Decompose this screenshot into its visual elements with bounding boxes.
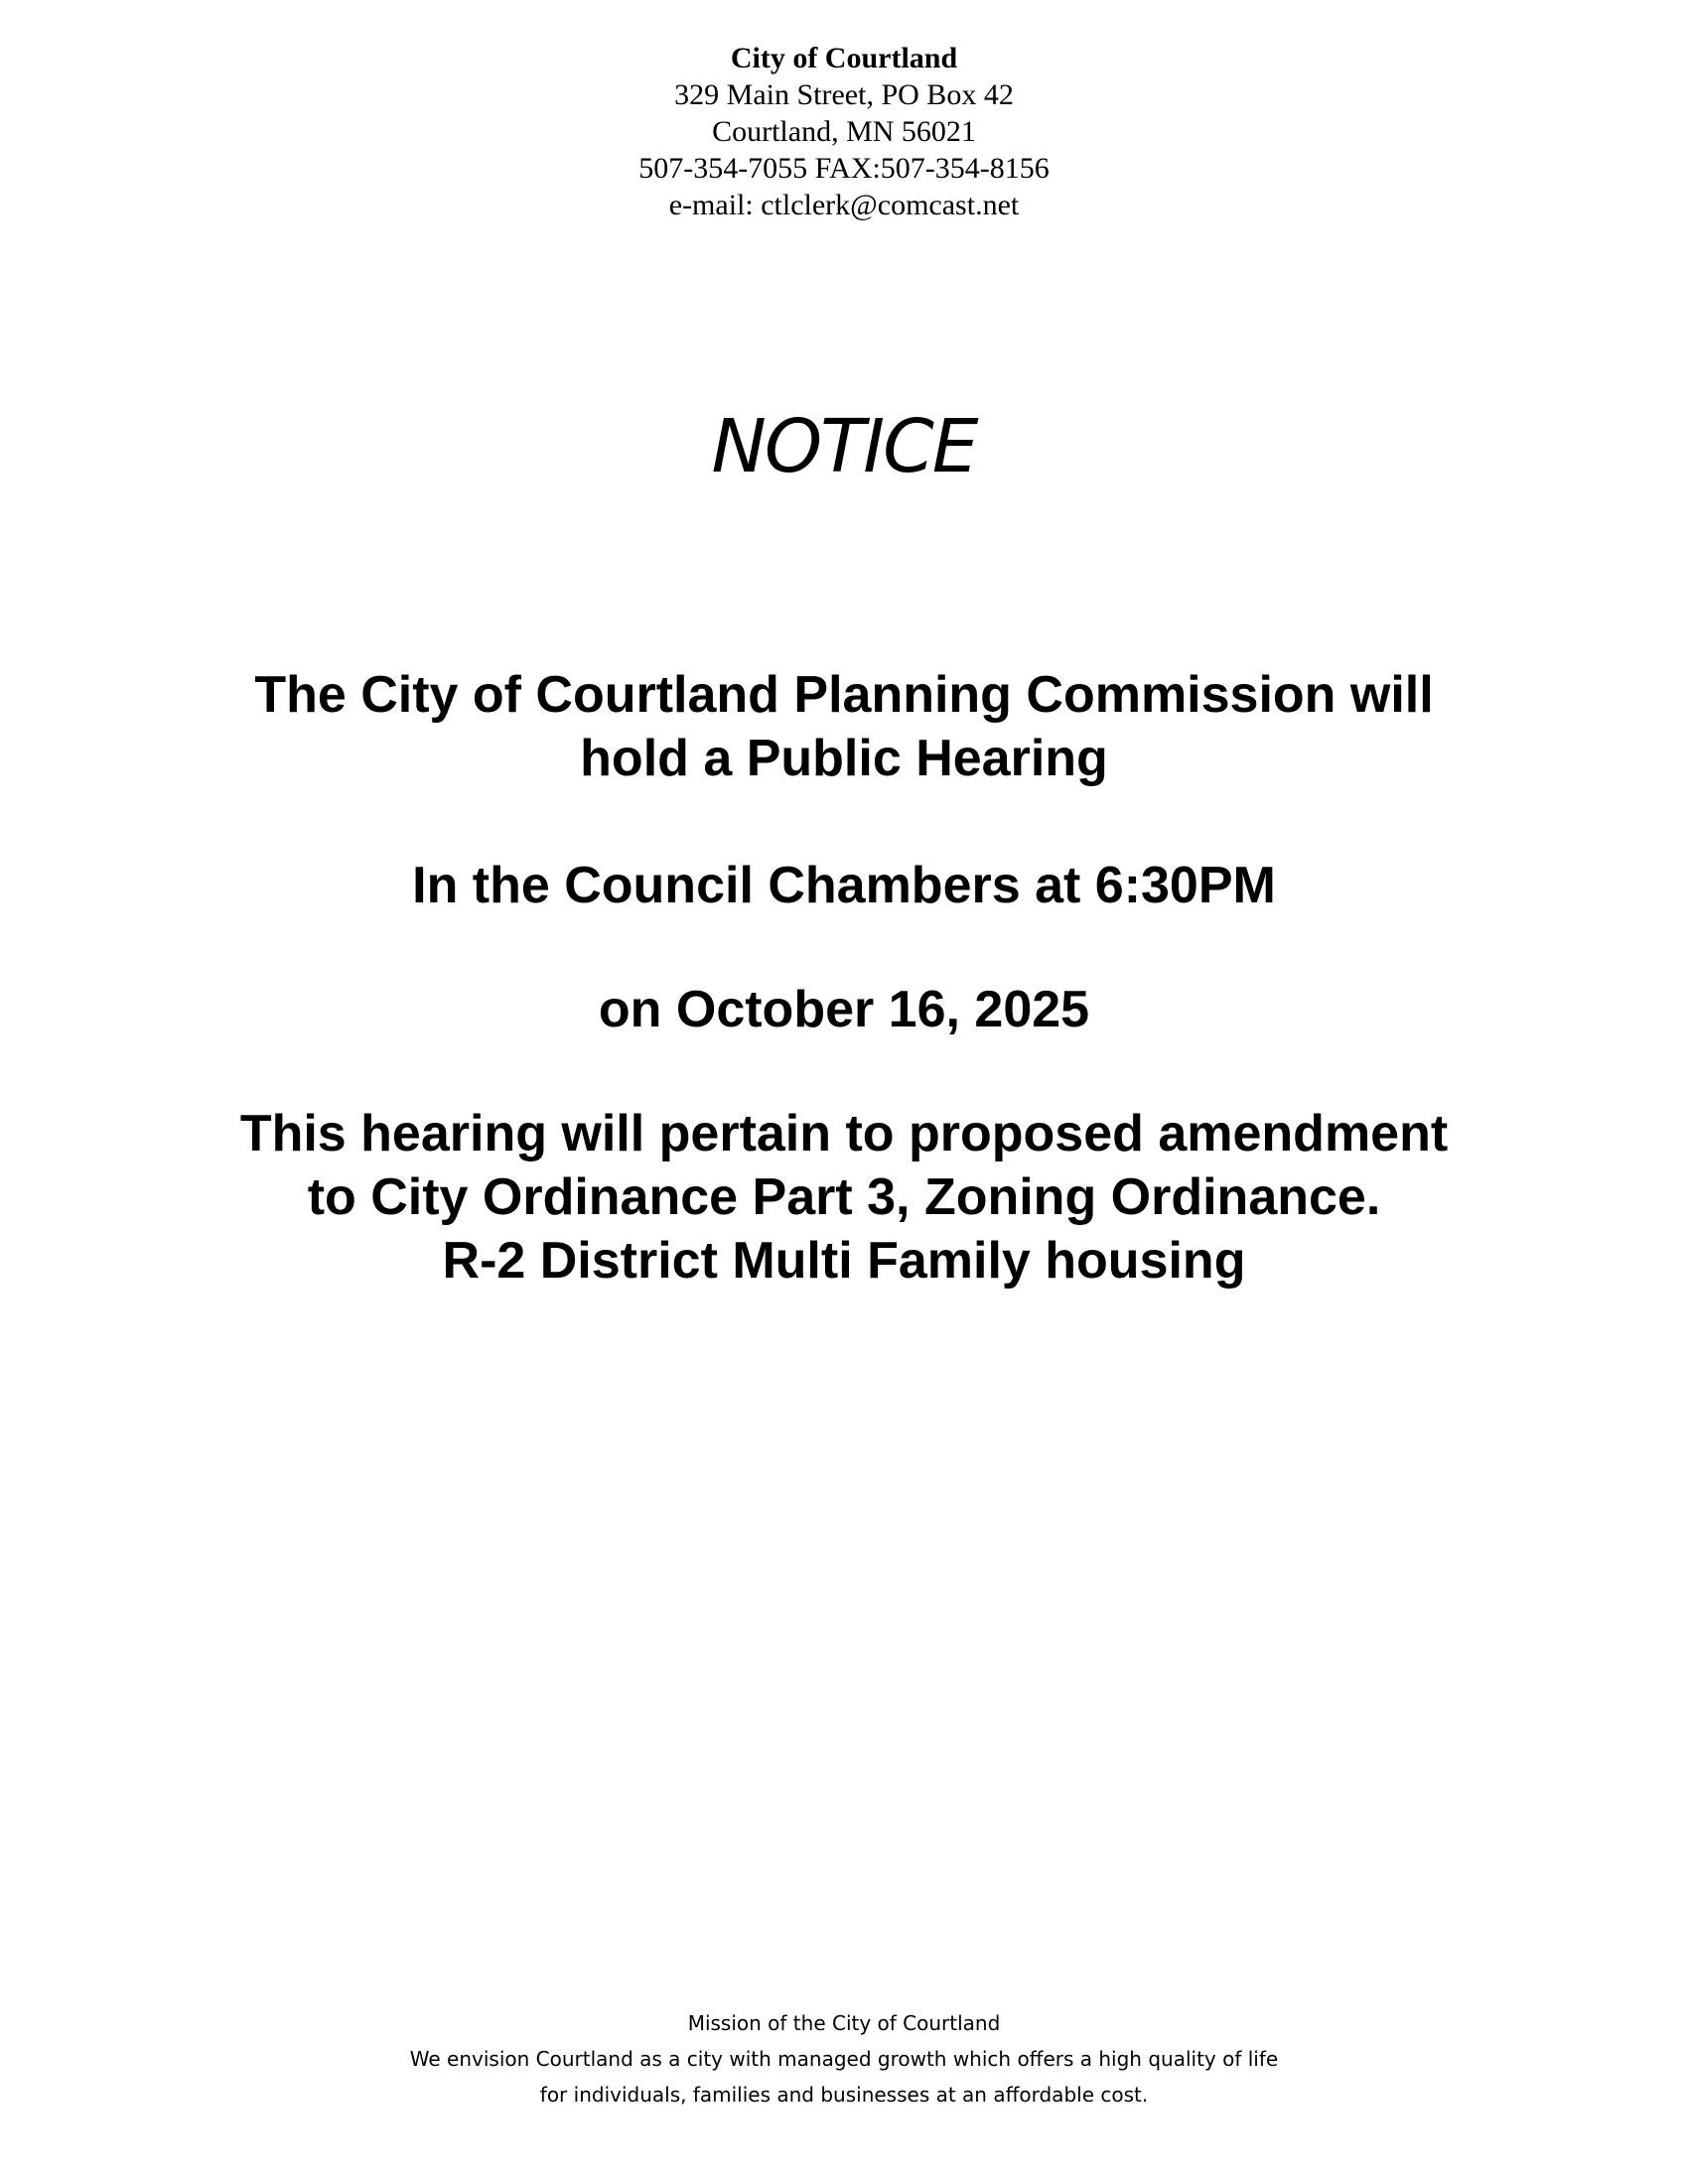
mission-statement — [0, 2005, 1688, 2113]
announcement-line-2: hold a Public Hearing — [580, 730, 1108, 787]
notice-title: NOTICE — [711, 404, 977, 489]
hearing-announcement — [0, 663, 1688, 790]
phone-fax: 507-354-7055 FAX:507-354-8156 — [638, 152, 1050, 185]
address-line-1: 329 Main Street, PO Box 42 — [674, 78, 1014, 111]
hearing-date: on October 16, 2025 — [598, 981, 1090, 1038]
address-line-2: Courtland, MN 56021 — [712, 115, 976, 148]
mission-line-2: for individuals, families and businesses at an affordable cost. — [539, 2083, 1149, 2107]
email-line: e-mail: ctlclerk@comcast.net — [668, 189, 1020, 221]
mission-heading: Mission of the City of Courtland — [687, 2011, 1001, 2035]
hearing-location-time: In the Council Chambers at 6:30PM — [412, 857, 1276, 914]
hearing-purpose — [0, 1102, 1688, 1293]
purpose-line-2: to City Ordinance Part 3, Zoning Ordinance. — [307, 1168, 1381, 1226]
purpose-line-3: R-2 District Multi Family housing — [442, 1232, 1246, 1290]
letterhead — [0, 40, 1688, 223]
mission-line-1: We envision Courtland as a city with managed growth which offers a high quality of life — [409, 2047, 1279, 2071]
purpose-line-1: This hearing will pertain to proposed amendment — [239, 1105, 1449, 1162]
org-name: City of Courtland — [730, 42, 958, 74]
announcement-line-1: The City of Courtland Planning Commission will — [254, 666, 1434, 724]
